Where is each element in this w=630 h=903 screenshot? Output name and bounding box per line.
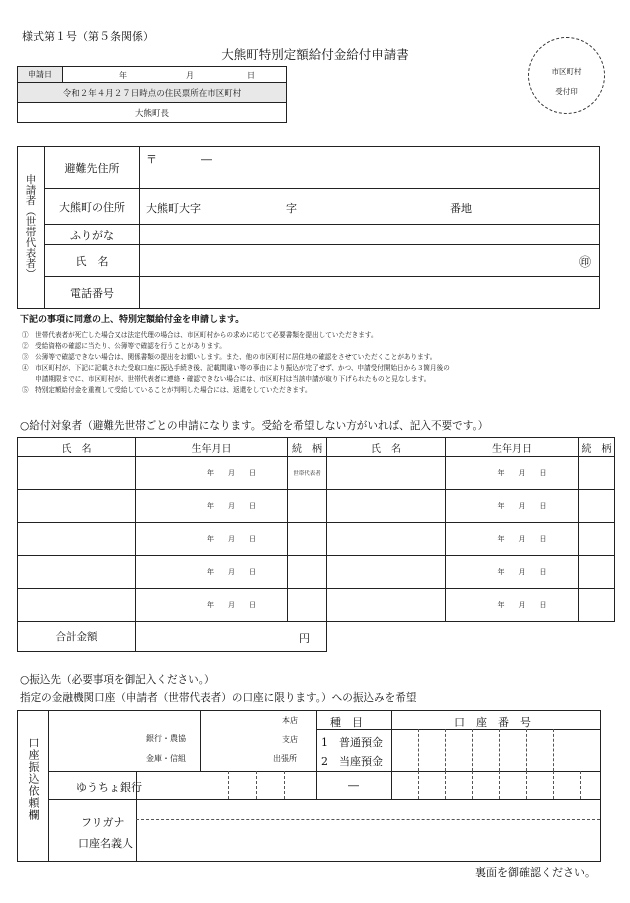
relation-cell[interactable]	[579, 589, 615, 622]
applicant-table	[17, 146, 600, 309]
relation-cell[interactable]	[288, 556, 327, 589]
birth-cell[interactable]: 年 月 日	[136, 523, 288, 556]
name-cell[interactable]	[327, 457, 446, 490]
evac-address-field[interactable]	[140, 147, 600, 189]
consent-statement: 下記の事項に同意の上、特別定額給付金を申請します。	[20, 315, 245, 325]
name-cell[interactable]	[327, 490, 446, 523]
name-cell[interactable]	[18, 490, 136, 523]
birth-cell[interactable]: 年 月 日	[136, 457, 288, 490]
birth-cell[interactable]: 年 月 日	[446, 490, 579, 523]
relation-cell-head: 世帯代表者	[288, 457, 327, 490]
note-item: ④ 市区町村が、下記に記載された受取口座に振込手続き後、記載間違い等の事由により振込が完了せず、かつ、申請受付開始日から３箇月後の	[22, 364, 450, 372]
digit-divider	[256, 771, 257, 799]
name-cell[interactable]	[18, 523, 136, 556]
bank-types-2: 金庫・信組	[146, 754, 186, 763]
stamp-label-reception: 受付印	[555, 87, 578, 96]
phone-field[interactable]	[140, 277, 600, 309]
furigana-field[interactable]	[140, 225, 600, 245]
col-birth-right: 生年月日	[446, 438, 579, 457]
relation-cell[interactable]	[288, 523, 327, 556]
name-cell[interactable]	[18, 457, 136, 490]
divider	[316, 711, 317, 799]
note-item: ① 世帯代表者が死亡した場合又は法定代理の場合は、市区町村からの求めに応じて必要書類を提出していただきます。	[22, 331, 378, 339]
note-item: ② 受給資格の確認に当たり、公簿等で確認を行うことがあります。	[22, 342, 226, 350]
note-item: ③ 公簿等で確認できない場合は、関係書類の提出をお願いします。また、他の市区町村に居住地の確認をさせていただくことがあります。	[22, 353, 437, 361]
birth-cell[interactable]: 年 月 日	[446, 457, 579, 490]
birth-cell[interactable]: 年 月 日	[136, 556, 288, 589]
account-kind-ordinary[interactable]: 1 普通預金	[321, 736, 383, 749]
name-field[interactable]	[140, 245, 600, 277]
divider	[48, 799, 600, 800]
seal-mark: ㊞	[578, 255, 591, 269]
col-name-left: 氏 名	[18, 438, 136, 457]
relation-cell[interactable]	[579, 490, 615, 523]
account-kind-current[interactable]: 2 当座預金	[321, 755, 383, 768]
okuma-address-label: 大熊町の住所	[45, 189, 140, 225]
digit-divider	[526, 771, 527, 799]
postal-mark: 〒 ―	[146, 153, 212, 166]
application-date-table	[17, 66, 287, 123]
account-number-label: 口 座 番 号	[454, 716, 531, 729]
total-amount-field[interactable]	[136, 622, 327, 652]
footer-note: 裏面を御確認ください。	[475, 866, 596, 879]
digit-divider	[472, 771, 473, 799]
name-cell[interactable]	[327, 556, 446, 589]
birth-cell[interactable]: 年 月 日	[446, 589, 579, 622]
col-relation-right: 続 柄	[579, 438, 615, 457]
branch-branch: 支店	[282, 735, 298, 744]
name-cell[interactable]	[327, 523, 446, 556]
aza-label: 字	[286, 202, 297, 215]
bank-subheading: 指定の金融機関口座（申請者（世帯代表者）の口座に限ります。）への振込みを希望	[20, 692, 417, 704]
furigana-divider	[136, 819, 600, 820]
name-cell[interactable]	[18, 556, 136, 589]
phone-label: 電話番号	[45, 277, 140, 309]
applicant-side-label: 申請者（世帯代表者）	[24, 173, 37, 279]
month-label: 月	[186, 71, 194, 80]
total-amount-label: 合計金額	[18, 622, 136, 652]
relation-cell[interactable]	[288, 589, 327, 622]
account-kind-label: 種 目	[330, 716, 363, 729]
yucho-dash: ―	[348, 779, 359, 792]
note-item: ⑤ 特別定額給付金を重複して受給していることが判明した場合には、返還をしていただきます。	[22, 386, 312, 394]
page-title: 大熊町特別定額給付金給付申請書	[221, 47, 409, 62]
col-name-right: 氏 名	[327, 438, 446, 457]
divider	[48, 711, 49, 861]
birth-cell[interactable]: 年 月 日	[446, 523, 579, 556]
divider	[391, 711, 392, 799]
okuma-address-field[interactable]	[140, 189, 600, 225]
day-label: 日	[247, 71, 255, 80]
apply-date-label: 申請日	[18, 67, 63, 83]
birth-cell[interactable]: 年 月 日	[136, 589, 288, 622]
addressee: 大熊町長	[18, 103, 287, 123]
residence-label: 令和２年４月２７日時点の住民票所在市区町村	[18, 83, 287, 103]
banchi-label: 番地	[450, 202, 472, 215]
col-birth-left: 生年月日	[136, 438, 288, 457]
col-relation-left: 続 柄	[288, 438, 327, 457]
name-label: 氏 名	[45, 245, 140, 277]
evac-address-label: 避難先住所	[45, 147, 140, 189]
furigana-label: フリガナ	[81, 816, 125, 829]
relation-cell[interactable]	[579, 523, 615, 556]
digit-divider	[472, 729, 473, 771]
furigana-label: ふりがな	[45, 225, 140, 245]
yucho-bank-label: ゆうちょ銀行	[76, 781, 142, 794]
divider	[200, 711, 201, 771]
recipients-table	[17, 437, 615, 652]
birth-cell[interactable]: 年 月 日	[446, 556, 579, 589]
digit-divider	[499, 729, 500, 771]
digit-divider	[580, 771, 581, 799]
digit-divider	[553, 771, 554, 799]
branch-sub: 出張所	[273, 754, 297, 763]
blank-area	[327, 622, 615, 652]
stamp-label-city: 市区町村	[551, 67, 582, 76]
digit-divider	[445, 771, 446, 799]
bank-transfer-table	[17, 710, 601, 862]
apply-date-field[interactable]	[63, 67, 287, 83]
okuma-prefix: 大熊町大字	[146, 202, 201, 215]
digit-divider	[499, 771, 500, 799]
account-holder-label: 口座名義人	[78, 837, 133, 850]
digit-divider	[526, 729, 527, 771]
digit-divider	[418, 771, 419, 799]
yen-label: 円	[299, 632, 310, 645]
digit-divider	[228, 771, 229, 799]
name-cell[interactable]	[18, 589, 136, 622]
digit-divider	[418, 729, 419, 771]
relation-cell[interactable]	[579, 556, 615, 589]
digit-divider	[553, 729, 554, 771]
applicant-side-label-cell	[18, 147, 45, 309]
form-number: 様式第１号（第５条関係）	[22, 30, 154, 43]
divider	[48, 771, 600, 772]
birth-cell[interactable]: 年 月 日	[136, 490, 288, 523]
reception-stamp-area	[528, 37, 605, 114]
branch-main: 本店	[282, 716, 298, 725]
year-label: 年	[119, 71, 127, 80]
bank-heading: ○振込先（必要事項を御記入ください。）	[20, 674, 215, 686]
note-item: 申請期限までに、市区町村が、世帯代表者に連絡・確認できない場合には、市区町村は当該申請が取り下げられたものと見なします。	[22, 375, 431, 383]
relation-cell[interactable]	[579, 457, 615, 490]
bank-types-1: 銀行・農協	[146, 734, 186, 743]
digit-divider	[445, 729, 446, 771]
digit-divider	[284, 771, 285, 799]
relation-cell[interactable]	[288, 490, 327, 523]
name-cell[interactable]	[327, 589, 446, 622]
recipients-heading: ○給付対象者（避難先世帯ごとの申請になります。受給を希望しない方がいれば、記入不要です。）	[20, 420, 489, 432]
bank-side-label: 口座振込依頼欄	[27, 737, 40, 821]
